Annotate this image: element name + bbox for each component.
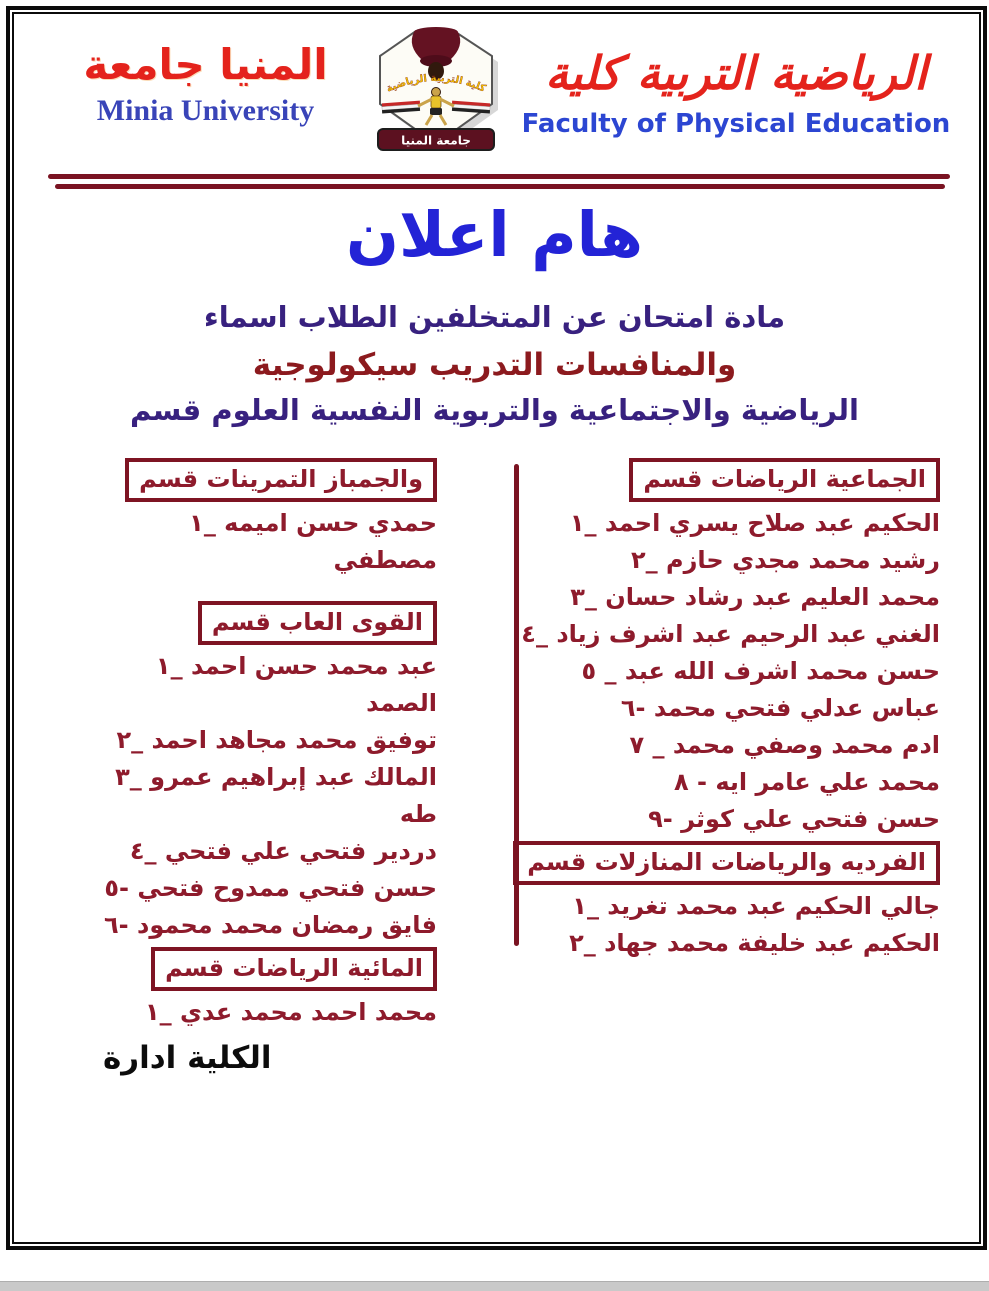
header-separator-line-top xyxy=(48,174,950,179)
section-header-individual-sports: قسم المنازلات والرياضات الفرديه xyxy=(513,841,940,885)
header-separator-line-bottom xyxy=(55,184,945,189)
administration-signature: ادارة الكلية xyxy=(103,1040,272,1076)
student-list-item: ٩- كوثر علي فتحي حسن xyxy=(648,805,940,833)
student-list-item: ٢_ احمد مجاهد محمد توفيق xyxy=(116,726,437,754)
announcement-title: اعلان هام xyxy=(346,198,643,271)
student-list-item: ٦- محمود محمد رمضان فايق xyxy=(104,911,437,939)
logo-arc-text: كلية التربية الرياضية xyxy=(384,72,488,95)
subtitle-line-1: اسماء الطلاب المتخلفين عن امتحان مادة xyxy=(203,300,786,334)
student-list-item: ٣_ عمرو إبراهيم عبد المالك طه xyxy=(115,763,437,828)
logo-banner-text: جامعة المنيا xyxy=(401,133,471,148)
subtitle-line-2: سيكولوجية التدريب والمنافسات xyxy=(252,347,737,383)
student-list-gymnastics xyxy=(100,505,437,579)
student-list-aquatics xyxy=(100,994,437,1031)
faculty-arabic-name: كلية التربية الرياضية xyxy=(545,46,927,100)
student-list-item: ٥ _ عبد الله اشرف محمد حسن xyxy=(581,657,940,685)
section-header-team-sports: قسم الرياضات الجماعية xyxy=(629,458,940,502)
student-list-item: ١_ احمد يسري صلاح عبد الحكيم xyxy=(569,509,940,537)
student-list-item: ٢_ حازم مجدي محمد رشيد xyxy=(630,546,940,574)
section-header-gymnastics: قسم التمرينات والجمباز xyxy=(125,458,437,502)
student-list-item: ٣_ حسان رشاد عبد العليم محمد xyxy=(570,583,940,611)
student-list-item: ٦- محمد فتحي عدلي عباس xyxy=(620,694,940,722)
student-list-item: ٥- فتحي ممدوح فتحي حسن xyxy=(104,874,437,902)
section-header-athletics: قسم العاب القوى xyxy=(198,601,437,645)
student-list-item: ١_ تغريد محمد عبد الحكيم جالي xyxy=(572,892,940,920)
section-header-aquatics: قسم الرياضات المائية xyxy=(151,947,437,991)
column-left xyxy=(100,458,437,1031)
student-list-item: ٢_ جهاد محمد خليفة عبد الحكيم xyxy=(569,929,940,957)
header-right-block xyxy=(520,48,952,139)
column-divider-line xyxy=(514,464,519,946)
subtitle-line-3: قسم العلوم النفسية والتربوية والاجتماعية الرياضية xyxy=(129,393,860,427)
student-list-individual-sports xyxy=(500,888,940,962)
university-arabic-name: جامعة المنيا xyxy=(83,40,328,89)
student-list-item: ٨ - ايه عامر علي محمد xyxy=(673,768,940,796)
faculty-crest-icon xyxy=(372,26,500,166)
university-english-name: Minia University xyxy=(96,94,315,128)
student-list-item: ٧ _ محمد وصفي محمد ادم xyxy=(629,731,940,759)
student-list-item: ١_ عدي محمد احمد محمد xyxy=(144,998,437,1026)
faculty-english-name: Faculty of Physical Education xyxy=(521,108,951,139)
student-list-team-sports xyxy=(500,505,940,838)
student-list-item: ٤_ فتحي علي فتحي دردير xyxy=(129,837,437,865)
student-list-item: ٤_ زياد اشرف عبد الرحيم عبد الغني xyxy=(521,620,940,648)
header-left-block xyxy=(58,42,353,128)
student-list-athletics xyxy=(100,648,437,944)
student-list-item: ١_ اميمه حسن حمدي مصطفي xyxy=(189,509,437,574)
column-right xyxy=(500,458,940,962)
student-list-item: ١_ احمد حسن محمد عبد الصمد xyxy=(155,652,437,717)
